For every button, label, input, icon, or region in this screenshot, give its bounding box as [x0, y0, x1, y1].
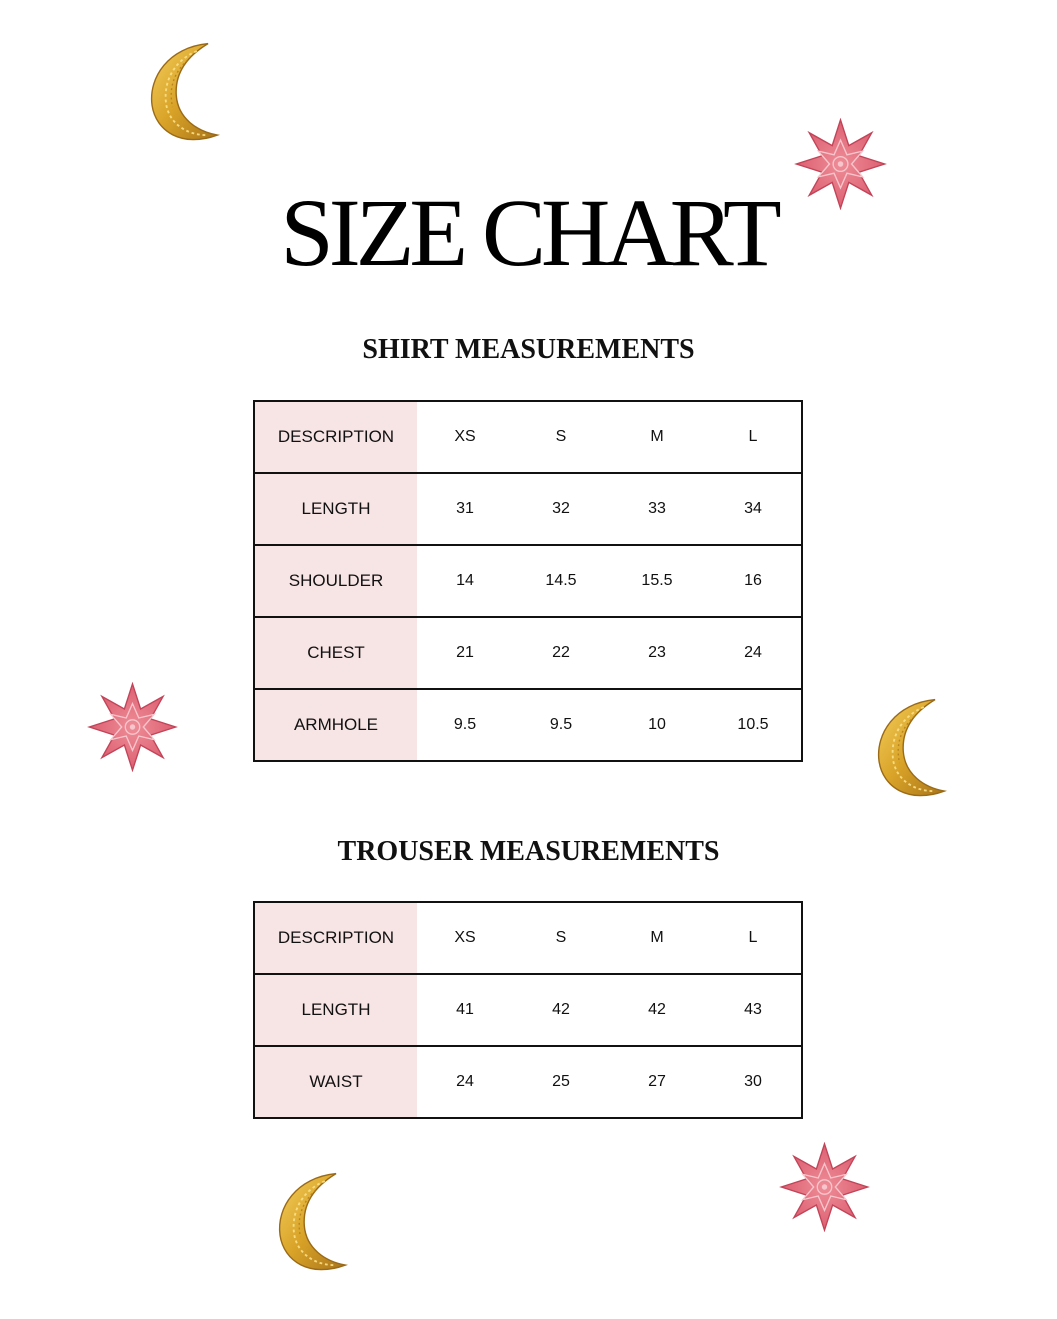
row-label: CHEST: [254, 617, 417, 689]
table-header-row: [254, 902, 802, 974]
header-cell: S: [555, 428, 567, 445]
header-cell: S: [555, 929, 567, 946]
trouser-section-title: TROUSER MEASUREMENTS: [337, 836, 720, 867]
header-cell: M: [650, 428, 664, 445]
header-cell: XS: [454, 929, 476, 946]
header-cell: DESCRIPTION: [254, 902, 417, 974]
header-cell: M: [650, 929, 664, 946]
table-cell: 42: [513, 974, 609, 1046]
table-cell: 41: [417, 974, 513, 1046]
table-row: [254, 974, 802, 1046]
table-cell: 32: [513, 473, 609, 545]
table-cell: 14.5: [513, 545, 609, 617]
table-cell: 42: [609, 974, 705, 1046]
table-cell: 34: [705, 473, 802, 545]
table-row: [254, 689, 802, 761]
shirt-measurements-table: [253, 400, 803, 762]
row-label: ARMHOLE: [254, 689, 417, 761]
table-cell: 10: [609, 689, 705, 761]
table-cell: 24: [417, 1046, 513, 1118]
table-cell: 21: [417, 617, 513, 689]
table-row: [254, 473, 802, 545]
table-cell: 25: [513, 1046, 609, 1118]
table-cell: 30: [705, 1046, 802, 1118]
table-cell: 16: [705, 545, 802, 617]
table-cell: 43: [705, 974, 802, 1046]
table-cell: 22: [513, 617, 609, 689]
page-title: SIZE CHART: [280, 179, 777, 286]
row-label: LENGTH: [254, 473, 417, 545]
row-label: SHOULDER: [254, 545, 417, 617]
table-cell: 31: [417, 473, 513, 545]
table-cell: 23: [609, 617, 705, 689]
row-label: LENGTH: [254, 974, 417, 1046]
eight-point-star-icon: [86, 682, 179, 772]
table-row: [254, 617, 802, 689]
row-label: WAIST: [254, 1046, 417, 1118]
table-cell: 9.5: [417, 689, 513, 761]
table-cell: 15.5: [609, 545, 705, 617]
table-cell: 9.5: [513, 689, 609, 761]
header-cell: L: [748, 929, 758, 946]
table-cell: 27: [609, 1046, 705, 1118]
table-header-row: [254, 401, 802, 473]
header-cell: L: [748, 428, 758, 445]
table-cell: 33: [609, 473, 705, 545]
eight-point-star-icon: [778, 1142, 871, 1232]
table-cell: 10.5: [705, 689, 802, 761]
table-cell: 14: [417, 545, 513, 617]
header-cell: DESCRIPTION: [254, 401, 417, 473]
table-row: [254, 1046, 802, 1118]
crescent-moon-icon: [867, 694, 962, 806]
crescent-moon-icon: [268, 1168, 363, 1280]
trouser-measurements-table: [253, 901, 803, 1119]
table-row: [254, 545, 802, 617]
crescent-moon-icon: [140, 38, 235, 150]
shirt-section-title: SHIRT MEASUREMENTS: [362, 334, 695, 365]
table-cell: 24: [705, 617, 802, 689]
header-cell: XS: [454, 428, 476, 445]
